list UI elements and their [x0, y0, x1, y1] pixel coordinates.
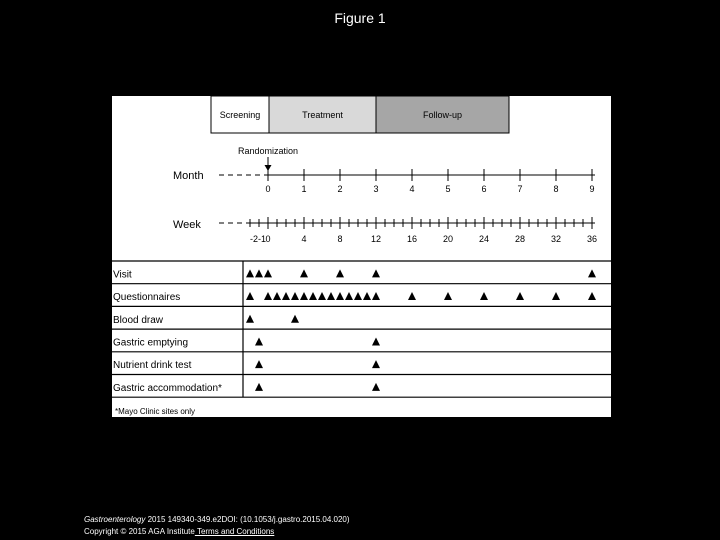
month-tick-label-8: 8 — [553, 184, 559, 194]
randomization-label: Randomization — [237, 146, 299, 156]
study-timeline-diagram — [111, 95, 612, 418]
week-tick-label-4: 4 — [301, 234, 307, 244]
figure-title: Figure 1 — [334, 10, 386, 26]
week-tick-label-12: 12 — [370, 234, 382, 244]
phase-follow-up-label: Follow-up — [422, 110, 463, 120]
week-axis-label: Week — [173, 219, 201, 231]
week-tick-label-20: 20 — [442, 234, 454, 244]
study-design-figure — [111, 95, 612, 418]
row-label-gastric-emptying: Gastric emptying — [113, 337, 189, 349]
row-label-visit: Visit — [113, 269, 132, 281]
citation-footer — [84, 514, 350, 538]
row-label-nutrient-drink-test: Nutrient drink test — [113, 360, 192, 372]
month-tick-label-3: 3 — [373, 184, 379, 194]
month-tick-label-9: 9 — [589, 184, 595, 194]
week-tick-label-24: 24 — [478, 234, 490, 244]
week-tick-label-8: 8 — [337, 234, 343, 244]
week-tick-label-36: 36 — [586, 234, 598, 244]
month-tick-label-6: 6 — [481, 184, 487, 194]
week-tick-label-0: 0 — [265, 234, 271, 244]
journal-name: Gastroenterology — [84, 515, 146, 524]
month-tick-label-4: 4 — [409, 184, 415, 194]
month-axis-label: Month — [173, 170, 204, 182]
phase-bar — [211, 96, 509, 133]
row-label-gastric-accommodation: Gastric accommodation* — [113, 382, 222, 394]
row-label-blood-draw: Blood draw — [113, 314, 164, 326]
copyright-text: Copyright © 2015 AGA Institute — [84, 527, 195, 536]
month-tick-label-5: 5 — [445, 184, 451, 194]
week-tick-label-28: 28 — [514, 234, 526, 244]
month-tick-label-0: 0 — [265, 184, 271, 194]
row-label-questionnaires: Questionnaires — [113, 292, 181, 304]
month-tick-label-7: 7 — [517, 184, 523, 194]
citation-text: 2015 149340-349.e2DOI: (10.1053/j.gastro.2015.04.020) — [145, 515, 350, 524]
footnote: *Mayo Clinic sites only — [115, 407, 196, 416]
week-tick-label-16: 16 — [406, 234, 418, 244]
month-tick-label-2: 2 — [337, 184, 343, 194]
week-tick-label-32: 32 — [550, 234, 562, 244]
terms-and-conditions-link[interactable]: Terms and Conditions — [194, 527, 275, 536]
month-tick-label-1: 1 — [301, 184, 307, 194]
citation-line — [84, 514, 350, 526]
copyright-line — [84, 526, 350, 538]
week-tick-label-negative: -2-1 — [249, 234, 267, 244]
phase-screening-label: Screening — [219, 110, 261, 120]
phase-treatment-label: Treatment — [302, 110, 343, 120]
